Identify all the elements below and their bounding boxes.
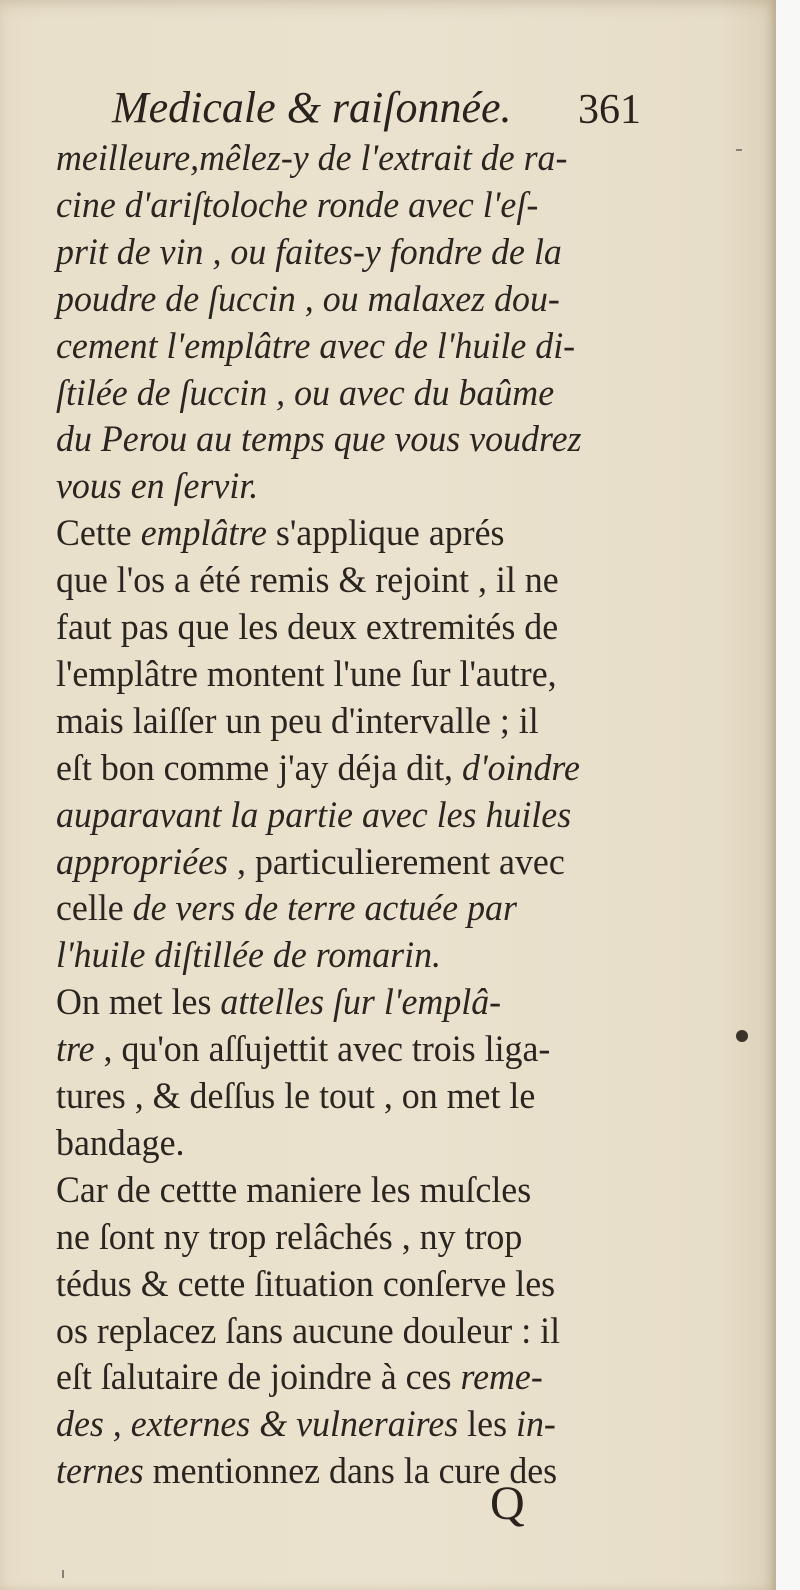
- background-edge: [776, 0, 800, 1590]
- roman-text: faut pas que les deux extremités de: [56, 607, 559, 648]
- text-line: [56, 1310, 696, 1352]
- text-line: [56, 700, 696, 742]
- text-line: [56, 747, 696, 789]
- ink-speck: [736, 1030, 748, 1042]
- italic-text: attelles ſur l'emplâ-: [220, 982, 502, 1024]
- text-line: [56, 1169, 696, 1211]
- page-number: 361: [578, 87, 641, 133]
- text-line: [56, 1357, 696, 1399]
- text-line: [56, 841, 696, 883]
- italic-text: poudre de ſuccin , ou malaxez dou-: [56, 278, 560, 320]
- roman-text: bandage.: [56, 1122, 185, 1164]
- roman-text: ne ſont ny trop relâchés , ny trop: [56, 1216, 523, 1258]
- text-line: [56, 466, 696, 508]
- italic-text: cine d'ariſtoloche ronde avec l'eſ-: [56, 184, 539, 226]
- italic-text: meilleure,mêlez-y de l'extrait de ra-: [56, 138, 568, 179]
- roman-text: , particulierement avec: [228, 841, 565, 883]
- roman-text: os replacez ſans aucune douleur : il: [56, 1310, 561, 1352]
- roman-text: tures , & deſſus le tout , on met le: [56, 1076, 536, 1117]
- italic-text: vous en ſervir.: [56, 466, 259, 508]
- text-line: [56, 513, 696, 555]
- roman-text: que l'os a été remis & rejoint , il ne: [56, 560, 559, 602]
- text-line: [56, 935, 696, 977]
- italic-text: d'oindre: [462, 747, 580, 789]
- text-line: [56, 1078, 696, 1115]
- roman-text: Car de cettte maniere les muſcles: [56, 1169, 532, 1211]
- italic-text: tre: [56, 1029, 95, 1071]
- italic-text: ſtilée de ſuccin , ou avec du baûme: [56, 372, 555, 414]
- italic-text: appropriées: [56, 841, 229, 883]
- margin-mark: [736, 149, 742, 151]
- catchword: Q: [490, 1477, 525, 1530]
- italic-text: ternes: [56, 1451, 144, 1493]
- text-line: [56, 982, 696, 1024]
- text-line: [56, 325, 696, 367]
- roman-text: On met les: [56, 982, 221, 1024]
- roman-text: Cette: [56, 513, 141, 555]
- text-line: [56, 609, 696, 646]
- roman-text: les: [458, 1404, 517, 1446]
- text-line: [56, 184, 696, 226]
- text-line: [56, 1122, 696, 1164]
- running-head: Medicale & raiſonnée.: [112, 83, 512, 132]
- italic-text: auparavant la partie avec les huiles: [56, 794, 572, 836]
- text-line: [56, 1029, 696, 1071]
- italic-text: emplâtre: [140, 513, 267, 555]
- roman-text: mentionnez dans la cure des: [143, 1451, 558, 1493]
- italic-text: des , externes & vulneraires: [56, 1404, 459, 1446]
- text-line: [56, 231, 696, 273]
- roman-text: eſt bon comme j'ay déja dit,: [56, 747, 463, 789]
- text-line: [56, 1451, 696, 1493]
- italic-text: du Perou au temps que vous voudrez: [56, 419, 582, 461]
- roman-text: , qu'on aſſujettit avec trois liga-: [94, 1029, 551, 1071]
- roman-text: l'emplâtre montent l'une ſur l'autre,: [56, 653, 557, 695]
- italic-text: in-: [516, 1404, 556, 1446]
- margin-mark: [62, 1570, 64, 1578]
- italic-text: de vers de terre actuée par: [132, 888, 517, 930]
- italic-text: l'huile diſtillée de romarin.: [56, 935, 442, 977]
- roman-text: s'applique aprés: [266, 513, 505, 555]
- italic-text: prit de vin , ou faites-y fondre de la: [56, 231, 562, 273]
- text-line: [56, 278, 696, 320]
- roman-text: eſt ſalutaire de joindre à ces: [56, 1357, 461, 1399]
- text-line: [56, 1216, 696, 1258]
- text-line: [56, 888, 696, 930]
- text-line: [56, 140, 696, 177]
- roman-text: tédus & cette ſituation conſerve les: [56, 1263, 556, 1305]
- text-line: [56, 653, 696, 695]
- italic-text: reme-: [460, 1357, 543, 1399]
- text-line: [56, 1404, 696, 1446]
- text-line: [56, 794, 696, 836]
- text-line: [56, 419, 696, 461]
- text-line: [56, 1263, 696, 1305]
- italic-text: cement l'emplâtre avec de l'huile di-: [56, 325, 576, 367]
- roman-text: mais laiſſer un peu d'intervalle ; il: [56, 700, 539, 742]
- text-line: [56, 560, 696, 602]
- text-line: [56, 372, 696, 414]
- roman-text: celle: [56, 888, 133, 930]
